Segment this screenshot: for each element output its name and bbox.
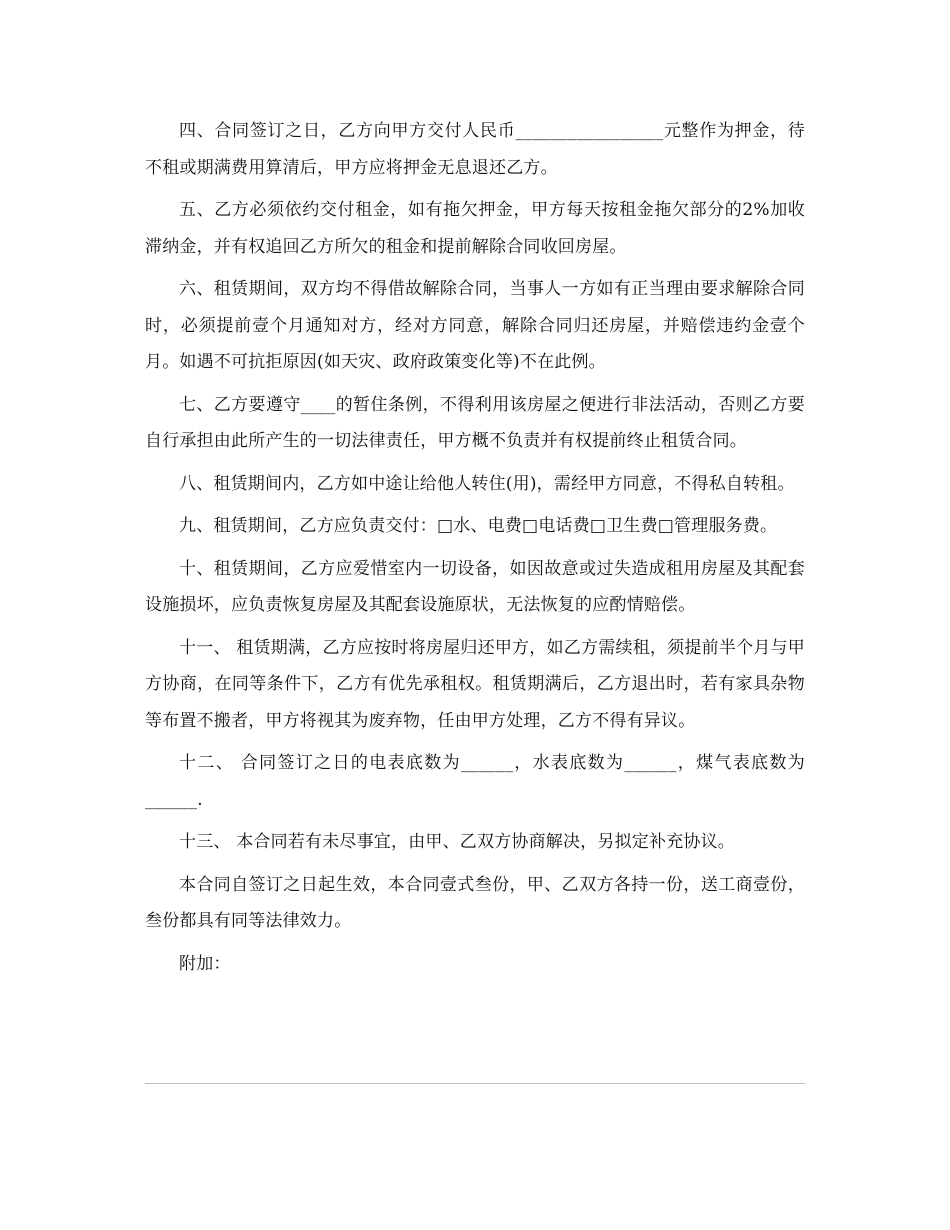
- clause-12: 十二、 合同签订之日的电表底数为______，水表底数为______，煤气表底数为______.: [145, 753, 805, 810]
- clause-13: 十三、 本合同若有未尽事宜，由甲、乙双方协商解决，另拟定补充协议。: [179, 832, 736, 852]
- effectiveness-clause: 本合同自签订之日起生效，本合同壹式叁份，甲、乙双方各持一份，送工商壹份，叁份都具有同等法律效力。: [145, 874, 805, 931]
- appendix-label: 附加：: [179, 953, 231, 974]
- divider-line: [145, 1083, 805, 1084]
- clause-6: 六、租赁期间，双方均不得借故解除合同，当事人一方如有正当理由要求解除合同时，必须提前壹个月通知对方，经对方同意，解除合同归还房屋，并赔偿违约金壹个月。如遇不可抗拒原因(如天灾、政府政策变化等)不在此例。: [145, 279, 805, 372]
- clause-10: 十、租赁期间，乙方应爱惜室内一切设备，如因故意或过失造成租用房屋及其配套设施损坏，应负责恢复房屋及其配套设施原状，无法恢复的应酌情赔偿。: [145, 558, 805, 615]
- clause-9: 九、租赁期间，乙方应负责交付：□水、电费□电话费□卫生费□管理服务费。: [179, 516, 778, 536]
- clause-11: 十一、 租赁期满，乙方应按时将房屋归还甲方，如乙方需续租，须提前半个月与甲方协商，在同等条件下，乙方有优先承租权。租赁期满后，乙方退出时，若有家具杂物等布置不搬者，甲方将视其为废弃物，任由甲方处理，乙方不得有异议。: [145, 637, 805, 731]
- document-body: [145, 113, 805, 988]
- clause-4: 四、合同签订之日，乙方向甲方交付人民币_________________元整作为押金，待不租或期满费用算清后，甲方应将押金无息退还乙方。: [145, 121, 805, 178]
- clause-8: 八、租赁期间内，乙方如中途让给他人转住(用)，需经甲方同意，不得私自转租。: [179, 473, 795, 494]
- clause-5: 五、乙方必须依约交付租金，如有拖欠押金，甲方每天按租金拖欠部分的2%加收滞纳金，并有权追回乙方所欠的租金和提前解除合同收回房屋。: [145, 200, 805, 257]
- clause-7: 七、乙方要遵守____的暂住条例，不得利用该房屋之便进行非法活动，否则乙方要自行承担由此所产生的一切法律责任，甲方概不负责并有权提前终止租赁合同。: [145, 394, 805, 451]
